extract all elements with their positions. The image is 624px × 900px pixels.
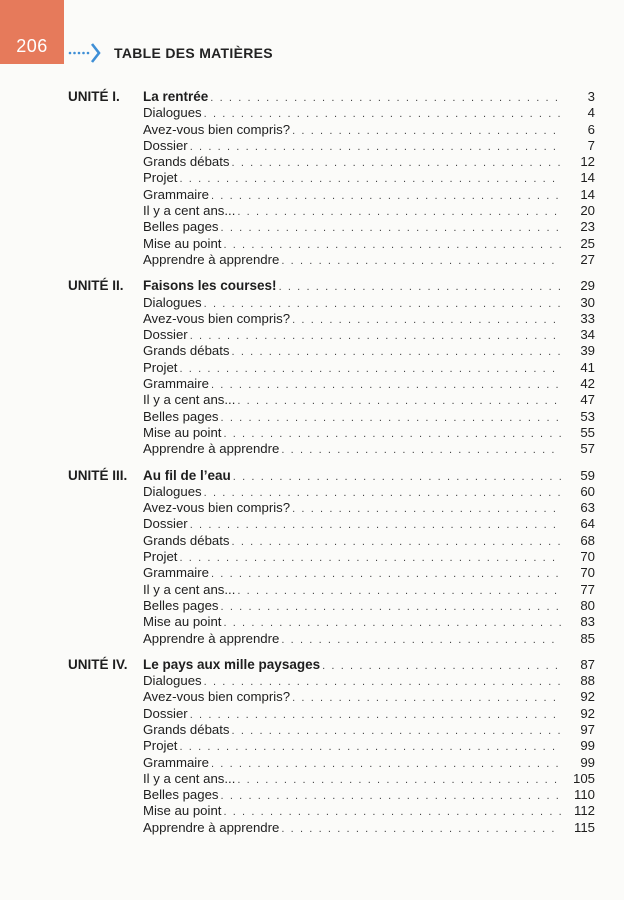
page-ref: 59 [580,467,595,483]
dot-leader [190,139,561,155]
entry-title: Mise au point [143,235,222,251]
page-ref: 63 [580,500,595,516]
unit-label: UNITÉ IV. [68,656,128,672]
entry-title: Belles pages [143,597,219,613]
dot-leader [292,123,561,139]
page-ref: 68 [580,532,595,548]
dot-leader [210,90,561,106]
toc-entry[interactable] [143,138,595,154]
entry-title: Belles pages [143,408,219,424]
entry-title: Dossier [143,137,188,153]
page-ref: 70 [580,549,595,565]
unit-entries [143,89,595,268]
dot-leader [292,690,561,706]
toc-entry[interactable] [143,706,595,722]
unit-entries [143,657,595,836]
toc-unit [0,89,624,268]
page-ref: 60 [580,483,595,499]
entry-title: Belles pages [143,219,219,235]
page-ref: 85 [580,630,595,646]
entry-title: Il y a cent ans... [143,203,236,219]
page-ref: 27 [580,251,595,267]
dot-leader [223,615,561,631]
dot-leader [179,739,561,755]
unit-title: Au fil de l’eau [143,467,231,483]
toc-unit [0,278,624,457]
page-ref: 3 [587,89,595,104]
page-ref: 80 [580,597,595,613]
entry-title: Il y a cent ans... [143,770,236,786]
toc-entry[interactable] [143,673,595,689]
dot-leader [292,501,561,517]
unit-title: Faisons les courses! [143,278,277,294]
toc-entry[interactable] [143,631,595,647]
toc-entry[interactable] [143,787,595,803]
dot-leader [237,583,561,599]
dotted-arrow-icon [68,41,104,65]
dot-leader [292,312,561,328]
dot-leader [232,723,561,739]
page-ref: 47 [580,392,595,408]
toc-entry[interactable] [143,565,595,581]
toc-entry[interactable] [143,187,595,203]
toc-entry[interactable] [143,516,595,532]
page-ref: 33 [580,310,595,326]
dot-leader [232,155,561,171]
entry-title: Projet [143,170,178,186]
unit-entries [143,468,595,647]
page-ref: 87 [580,656,595,672]
entry-title: Avez-vous bien compris? [143,121,291,137]
dot-leader [211,188,561,204]
entry-title: Dossier [143,327,188,343]
page-ref: 39 [580,343,595,359]
toc-entry[interactable] [143,441,595,457]
entry-title: Il y a cent ans... [143,581,236,597]
toc-entry[interactable] [143,154,595,170]
entry-title: Dossier [143,705,188,721]
page-ref: 97 [580,721,595,737]
page-ref: 29 [580,278,595,294]
entry-title: Grammaire [143,186,209,202]
dot-leader [179,171,561,187]
entry-title: Avez-vous bien compris? [143,310,291,326]
toc-entry[interactable] [143,598,595,614]
unit-title-row[interactable] [143,278,595,294]
page-ref: 42 [580,376,595,392]
toc-entry[interactable] [143,295,595,311]
page-ref: 92 [580,689,595,705]
entry-title: Grands débats [143,343,230,359]
entry-title: Apprendre à apprendre [143,630,280,646]
dot-leader [232,534,561,550]
page-number-tab [0,0,64,64]
toc-entry[interactable] [143,722,595,738]
dot-leader [223,804,561,820]
page-title: TABLE DES MATIÈRES [114,45,273,61]
page-ref: 83 [580,614,595,630]
toc-entry[interactable] [143,500,595,516]
dot-leader [190,517,561,533]
unit-title-row[interactable] [143,657,595,673]
toc-entry[interactable] [143,311,595,327]
toc-entry[interactable] [143,689,595,705]
entry-title: Grands débats [143,532,230,548]
dot-leader [204,485,561,501]
unit-label: UNITÉ III. [68,467,128,483]
entry-title: Projet [143,738,178,754]
dot-leader [237,204,561,220]
unit-label: UNITÉ I. [68,89,120,104]
toc-entry[interactable] [143,343,595,359]
page-ref: 88 [580,673,595,689]
dot-leader [279,279,561,295]
entry-title: Grammaire [143,754,209,770]
page-ref: 41 [580,359,595,375]
toc-entry[interactable] [143,376,595,392]
entry-title: Dialogues [143,673,202,689]
toc-entry[interactable] [143,360,595,376]
toc-header [68,41,273,65]
toc-entry[interactable] [143,170,595,186]
dot-leader [221,220,561,236]
toc-entry[interactable] [143,803,595,819]
toc-entry[interactable] [143,105,595,121]
dot-leader [221,599,561,615]
page-ref: 7 [587,137,595,153]
dot-leader [179,550,561,566]
toc-entry[interactable] [143,820,595,836]
dot-leader [281,442,561,458]
dot-leader [204,296,561,312]
entry-title: Grammaire [143,376,209,392]
entry-title: Mise au point [143,424,222,440]
unit-title: Le pays aux mille paysages [143,656,321,672]
toc-entry[interactable] [143,219,595,235]
page-ref: 4 [587,105,595,121]
page-ref: 115 [573,819,595,835]
dot-leader [223,237,561,253]
toc-unit [0,657,624,836]
page-ref: 112 [573,803,595,819]
entry-title: Belles pages [143,787,219,803]
dot-leader [281,253,561,269]
dot-leader [190,707,561,723]
entry-title: Projet [143,549,178,565]
toc-entry[interactable] [143,392,595,408]
page-ref: 14 [580,170,595,186]
dot-leader [237,393,561,409]
entry-title: Dialogues [143,294,202,310]
page-ref: 53 [580,408,595,424]
dot-leader [211,566,561,582]
page-ref: 20 [580,203,595,219]
dot-leader [221,788,561,804]
toc-entry[interactable] [143,755,595,771]
dot-leader [211,377,561,393]
entry-title: Il y a cent ans... [143,392,236,408]
entry-title: Mise au point [143,803,222,819]
page-ref: 6 [587,121,595,137]
dot-leader [179,361,561,377]
entry-title: Grammaire [143,565,209,581]
toc-entry[interactable] [143,203,595,219]
dot-leader [281,821,561,837]
entry-title: Avez-vous bien compris? [143,500,291,516]
toc-entry[interactable] [143,582,595,598]
toc-entry[interactable] [143,533,595,549]
entry-title: Apprendre à apprendre [143,441,280,457]
dot-leader [237,772,561,788]
page-ref: 34 [580,327,595,343]
dot-leader [322,658,561,674]
page-ref: 64 [580,516,595,532]
page-ref: 110 [573,787,595,803]
toc-entry[interactable] [143,327,595,343]
page-ref: 12 [580,154,595,170]
toc-entry[interactable] [143,484,595,500]
toc-entry[interactable] [143,549,595,565]
page-ref: 70 [580,565,595,581]
entry-title: Projet [143,359,178,375]
entry-title: Avez-vous bien compris? [143,689,291,705]
page-ref: 77 [580,581,595,597]
page-ref: 14 [580,186,595,202]
unit-label: UNITÉ II. [68,278,124,294]
page-ref: 99 [580,738,595,754]
toc-entry[interactable] [143,236,595,252]
table-of-contents [0,89,624,846]
entry-title: Grands débats [143,721,230,737]
dot-leader [223,426,561,442]
entry-title: Grands débats [143,154,230,170]
entry-title: Apprendre à apprendre [143,819,280,835]
dot-leader [221,410,561,426]
page-ref: 30 [580,294,595,310]
page-ref: 25 [580,235,595,251]
page-ref: 55 [580,424,595,440]
dot-leader [211,756,561,772]
dot-leader [190,328,561,344]
toc-entry[interactable] [143,252,595,268]
dot-leader [233,469,561,485]
toc-unit [0,468,624,647]
entry-title: Dialogues [143,105,202,121]
dot-leader [232,344,561,360]
toc-entry[interactable] [143,409,595,425]
entry-title: Mise au point [143,614,222,630]
page-ref: 23 [580,219,595,235]
dot-leader [204,674,561,690]
toc-entry[interactable] [143,425,595,441]
toc-entry[interactable] [143,738,595,754]
dot-leader [204,106,561,122]
toc-entry[interactable] [143,771,595,787]
toc-entry[interactable] [143,614,595,630]
page-ref: 92 [580,705,595,721]
page-ref: 57 [580,441,595,457]
unit-entries [143,278,595,457]
dot-leader [281,632,561,648]
unit-title-row[interactable] [143,89,595,105]
unit-title: La rentrée [143,89,209,104]
toc-entry[interactable] [143,122,595,138]
page-ref: 105 [572,770,595,786]
page-ref: 99 [580,754,595,770]
entry-title: Dialogues [143,483,202,499]
entry-title: Dossier [143,516,188,532]
unit-title-row[interactable] [143,468,595,484]
page-number: 206 [16,36,48,56]
entry-title: Apprendre à apprendre [143,251,280,267]
